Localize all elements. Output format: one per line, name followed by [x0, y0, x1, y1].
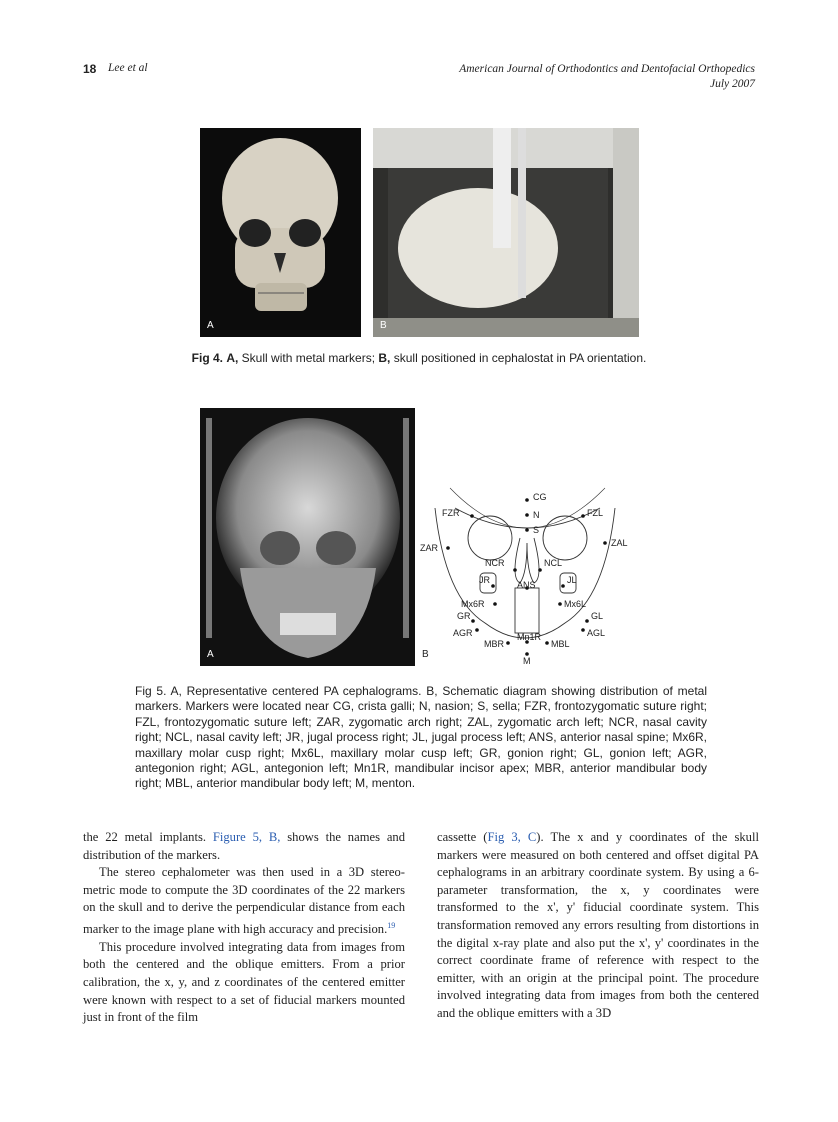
- journal-header: [459, 62, 755, 92]
- marker-dot: [513, 568, 517, 572]
- panel-label: B: [422, 649, 429, 660]
- marker-dot: [493, 602, 497, 606]
- marker-label: FZR: [442, 508, 460, 518]
- marker-label: AGL: [587, 628, 606, 638]
- journal-title: American Journal of Orthodontics and Dentofacial Orthopedics: [459, 63, 755, 75]
- fig5-caption: Fig 5. A, Representative centered PA cephalograms. B, Schematic diagram showing distribution of metal markers. Markers were located near CG, crista galli; N, nasion; S, sella; FZR, frontozygomatic suture right; FZL, frontozygomatic suture left; ZAR, zygomatic arch right; ZAL, zygomatic arch left; NCR, nasal cavity right; NCL, nasal cavity left; JR, jugal process right; JL, jugal process left; ANS, anterior nasal spine; Mx6R, maxillary molar cusp right; Mx6L, maxillary molar cusp left; GR, gonion right; GL, gonion left; AGR, antegonion right; AGL, antegonion left; Mn1R, mandibular incisor apex; MBR, anterior mandibular body right; MBL, anterior mandibular body left; M, menton.: [135, 684, 707, 791]
- marker-dot: [581, 628, 585, 632]
- marker-dot: [558, 602, 562, 606]
- marker-label: NCR: [485, 558, 505, 568]
- issue-date: July 2007: [709, 78, 755, 90]
- fig4-panel-b-cephalostat-photo: [373, 128, 639, 337]
- marker-dot: [471, 619, 475, 623]
- marker-label: N: [533, 510, 540, 520]
- fig4-caption: Fig 4. A, Skull with metal markers; B, skull positioned in cephalostat in PA orientation.: [191, 351, 647, 365]
- marker-label: Mn1R: [517, 632, 542, 642]
- panel-label: A: [207, 649, 214, 660]
- marker-label: MBR: [484, 639, 504, 649]
- paragraph: The stereo cephalometer was then used in a 3D stereo-metric mode to compute the 3D coordinates of the 22 markers on the skull and to derive the perpendicular distance from each marker to the image plane with high accuracy and precision.$^{19}$: [83, 865, 405, 937]
- marker-label: S: [533, 525, 540, 535]
- marker-label: Mx6R: [461, 599, 485, 609]
- marker-dot: [525, 498, 529, 502]
- marker-label: Mx6L: [564, 599, 587, 609]
- marker-label: FZL: [587, 508, 604, 518]
- body-column-left: [83, 829, 405, 1027]
- marker-label: AGR: [453, 628, 473, 638]
- marker-label: JR: [479, 575, 490, 585]
- paragraph: This procedure involved integrating data from images from both the centered and the oblique emitters. From a prior calibration, the x, y, and z coordinates of the centered emitter were known with respect to a set of fiducial markers mounted just in front of the film: [83, 939, 405, 1025]
- paragraph: cassette (Fig 3, C). The x and y coordinates of the skull markers were measured on both centered and offset digital PA cephalograms in an arbitrary coordinate system. By using a 6-parameter transformation, the x, y coordinates were transformed to the x', y' fiducial coordinate system. This transformation removed any errors resulting from distortions in the digital x-ray plate and also put the x', y' coordinates in the correct coordinate frame of reference with respect to the emitter, with an origin at the principal point. The procedure involved integrating data from images from both the centered and the oblique emitters with a 3D: [437, 830, 759, 1020]
- marker-label: ZAL: [611, 538, 628, 548]
- marker-dot: [561, 584, 565, 588]
- marker-dot: [506, 641, 510, 645]
- marker-label: CG: [533, 492, 547, 502]
- body-column-right: [437, 829, 759, 1023]
- marker-label: MBL: [551, 639, 570, 649]
- marker-dot: [545, 641, 549, 645]
- paragraph: the 22 metal implants. Figure 5, B, shows the names and distribution of the markers.: [83, 830, 406, 862]
- marker-label: GR: [457, 611, 471, 621]
- marker-schematic-diagram: [415, 408, 639, 666]
- running-authors: Lee et al: [108, 62, 148, 74]
- panel-label: A: [207, 320, 214, 331]
- marker-label: GL: [591, 611, 604, 621]
- marker-label: ANS: [517, 580, 536, 590]
- marker-dot: [470, 514, 474, 518]
- marker-dot: [446, 546, 450, 550]
- marker-label: M: [523, 656, 531, 666]
- marker-dot: [491, 584, 495, 588]
- marker-dot: [581, 514, 585, 518]
- marker-dot: [525, 513, 529, 517]
- marker-dot: [525, 528, 529, 532]
- reference-link[interactable]: 19: [387, 920, 396, 930]
- fig5-panel-b-schematic: [415, 408, 639, 666]
- fig5-panel-a-cephalogram: [200, 408, 415, 666]
- marker-label: NCL: [544, 558, 563, 568]
- marker-dot: [603, 541, 607, 545]
- marker-dot: [538, 568, 542, 572]
- marker-dot: [475, 628, 479, 632]
- figure-link[interactable]: Fig 3, C: [487, 830, 537, 844]
- marker-label: JL: [567, 575, 577, 585]
- panel-label: B: [380, 320, 387, 331]
- marker-label: ZAR: [420, 543, 438, 553]
- fig4-panel-a-skull-photo: [200, 128, 361, 337]
- page-number: 18: [83, 62, 97, 76]
- marker-dot: [585, 619, 589, 623]
- figure-link[interactable]: Figure 5, B,: [212, 830, 281, 844]
